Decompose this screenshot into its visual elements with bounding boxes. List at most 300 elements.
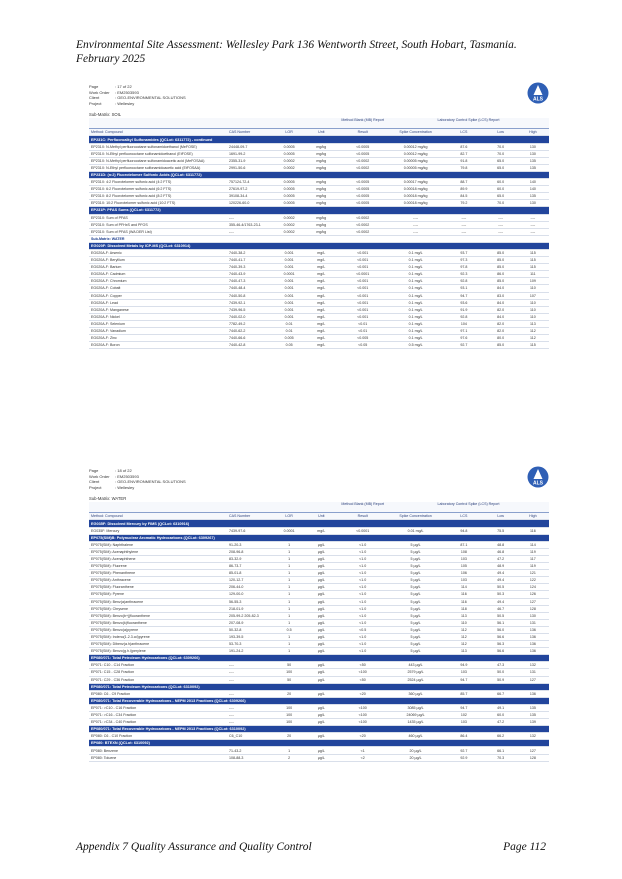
unit-cell: mg/L <box>305 271 337 278</box>
spike-cell: 3085 µg/L <box>388 704 443 711</box>
spike-cell: 360 µg/L <box>388 690 443 697</box>
table-row <box>89 264 549 271</box>
low-cell: ---- <box>485 228 517 235</box>
unit-cell: µg/L <box>305 747 337 754</box>
result-cell: <20 <box>337 733 388 740</box>
cas-cell: ---- <box>227 712 273 719</box>
table-row <box>89 299 549 306</box>
low-header: Low <box>485 513 517 520</box>
high-cell: 136 <box>517 648 549 655</box>
low-cell: 50.0 <box>485 669 517 676</box>
compound-cell: EP071: >C16 - C34 Fraction <box>89 712 227 719</box>
high-cell: 135 <box>517 157 549 164</box>
result-cell: <0.001 <box>337 257 388 264</box>
result-cell: <0.0001 <box>337 271 388 278</box>
unit-cell: µg/L <box>305 619 337 626</box>
high-cell: 139 <box>517 719 549 726</box>
lor-cell: 50 <box>273 662 305 669</box>
compound-cell: EP075(SIM): Pyrene <box>89 591 227 598</box>
cas-cell: 7440-47-3 <box>227 278 273 285</box>
cas-cell: 193-39-5 <box>227 633 273 640</box>
lcs-cell: 113 <box>443 612 484 619</box>
lcs-cell: 94.7 <box>443 292 484 299</box>
result-cell: <0.001 <box>337 249 388 256</box>
table-header-top <box>89 118 549 129</box>
header-date: February 2025 <box>76 53 146 65</box>
report-page-2 <box>89 468 549 762</box>
spike-cell: 0.00012 mg/kg <box>388 150 443 157</box>
compound-cell: EG020A-F: Cobalt <box>89 285 227 292</box>
low-cell: 84.0 <box>485 313 517 320</box>
spike-cell: 20 µg/L <box>388 747 443 754</box>
lcs-cell: 92.7 <box>443 747 484 754</box>
lcs-cell: 97.3 <box>443 257 484 264</box>
qc-section-title: EP080/071: Total Petroleum Hydrocarbons (QCLot: 6310092) <box>89 683 549 690</box>
unit-cell: µg/L <box>305 633 337 640</box>
cas-header: CAS Number <box>227 513 273 520</box>
lor-cell: 0.01 <box>273 320 305 327</box>
compound-cell: EP071: >C34 - C40 Fraction <box>89 719 227 726</box>
result-cell: <100 <box>337 719 388 726</box>
lor-cell: 0.0005 <box>273 143 305 150</box>
lor-cell: 1 <box>273 570 305 577</box>
table-row <box>89 754 549 761</box>
spike-cell: 0.01 mg/L <box>388 527 443 534</box>
lor-cell: 0.001 <box>273 278 305 285</box>
cas-cell: 39108-34-4 <box>227 193 273 200</box>
result-cell: <1.0 <box>337 577 388 584</box>
lor-cell: 0.001 <box>273 264 305 271</box>
table-row <box>89 179 549 186</box>
unit-cell: µg/L <box>305 541 337 548</box>
meta-value: : EM2503593 <box>115 473 139 479</box>
table-row <box>89 719 549 726</box>
lor-cell: 1 <box>273 619 305 626</box>
table-row <box>89 150 549 157</box>
spike-cell: 5 µg/L <box>388 641 443 648</box>
qc-section-title: EG020F: Dissolved Metals by ICP-MS (QCLot: 6310914) <box>89 242 549 249</box>
lor-cell: 0.001 <box>273 285 305 292</box>
meta-value: : 17 of 22 <box>115 84 132 89</box>
lor-cell: 0.0002 <box>273 228 305 235</box>
cas-cell: 7440-50-8 <box>227 292 273 299</box>
compound-cell: EP080: Benzene <box>89 747 227 754</box>
table-row <box>89 598 549 605</box>
cas-cell: 207-08-9 <box>227 619 273 626</box>
low-cell: 66.1 <box>485 747 517 754</box>
result-cell: <0.0005 <box>337 150 388 157</box>
table-row <box>89 221 549 228</box>
table-row <box>89 228 549 235</box>
cas-cell: 218-01-9 <box>227 605 273 612</box>
cas-cell: 7440-62-2 <box>227 328 273 335</box>
lcs-cell: 116 <box>443 591 484 598</box>
lcs-report-header: Laboratory Control Spike (LCS) Report <box>388 502 549 513</box>
result-cell: <1.0 <box>337 641 388 648</box>
unit-cell: µg/L <box>305 555 337 562</box>
cas-cell: ---- <box>227 690 273 697</box>
low-cell: 60.0 <box>485 179 517 186</box>
result-cell: <100 <box>337 669 388 676</box>
table-row <box>89 648 549 655</box>
footer-appendix: Appendix 7 Quality Assurance and Quality Control <box>76 841 312 853</box>
cas-cell: 2991-50-6 <box>227 164 273 171</box>
als-logo <box>527 82 549 108</box>
lcs-cell: 106 <box>443 570 484 577</box>
lcs-cell: 79.2 <box>443 200 484 207</box>
lor-cell: 0.001 <box>273 257 305 264</box>
lcs-header: LCS <box>443 129 484 136</box>
meta-value: : Wellesley <box>115 484 135 490</box>
spike-cell: 5 µg/L <box>388 577 443 584</box>
unit-cell: µg/L <box>305 662 337 669</box>
table-row <box>89 249 549 256</box>
table-row <box>89 591 549 598</box>
high-cell: 126 <box>517 591 549 598</box>
cas-cell: 7440-38-2 <box>227 249 273 256</box>
unit-cell: mg/kg <box>305 157 337 164</box>
spike-cell: 0.00012 mg/kg <box>388 143 443 150</box>
qc-section-title: EP231P: PFAS Sums (QCLot: 6311772) <box>89 207 549 214</box>
low-cell: 65.0 <box>485 164 517 171</box>
compound-cell: EP231X: N-Ethyl perfluorooctane sulfonamidoacetic acid (EtFOSAA) <box>89 164 227 171</box>
result-cell: <1.0 <box>337 598 388 605</box>
table-row <box>89 577 549 584</box>
qc-section-row <box>89 136 549 143</box>
lor-cell: 50 <box>273 676 305 683</box>
lor-cell: 0.0005 <box>273 179 305 186</box>
table-row <box>89 669 549 676</box>
lor-cell: 0.001 <box>273 313 305 320</box>
lcs-cell: 103 <box>443 719 484 726</box>
compound-cell: EP071: >C10 - C16 Fraction <box>89 704 227 711</box>
high-cell: 136 <box>517 626 549 633</box>
high-cell: ---- <box>517 221 549 228</box>
high-cell: 130 <box>517 200 549 207</box>
high-cell: 130 <box>517 612 549 619</box>
lcs-cell: 102 <box>443 712 484 719</box>
high-cell: 113 <box>517 320 549 327</box>
lcs-table <box>89 118 549 349</box>
low-cell: 46.8 <box>485 548 517 555</box>
lcs-cell: 108 <box>443 548 484 555</box>
cas-cell: 208-96-8 <box>227 548 273 555</box>
spike-cell: 0.1 mg/L <box>388 328 443 335</box>
cas-cell: ---- <box>227 719 273 726</box>
spike-header: Spike Concentration <box>388 129 443 136</box>
unit-cell: mg/kg <box>305 164 337 171</box>
lor-cell: 2 <box>273 754 305 761</box>
spike-cell: 5 µg/L <box>388 548 443 555</box>
low-cell: 85.0 <box>485 264 517 271</box>
cas-cell: 85-01-8 <box>227 570 273 577</box>
logo-text: ALS <box>533 480 543 487</box>
lor-cell: 0.0002 <box>273 214 305 221</box>
lcs-cell: 79.8 <box>443 164 484 171</box>
spike-cell: 0.1 mg/L <box>388 264 443 271</box>
result-cell: <1 <box>337 747 388 754</box>
report-meta <box>89 84 549 106</box>
compound-cell: EG020A-F: Beryllium <box>89 257 227 264</box>
low-cell: 70.3 <box>485 754 517 761</box>
spike-cell: 0.1 mg/L <box>388 335 443 342</box>
result-cell: <1.0 <box>337 648 388 655</box>
low-cell: ---- <box>485 214 517 221</box>
unit-cell: µg/L <box>305 577 337 584</box>
spike-cell: 5 µg/L <box>388 591 443 598</box>
result-cell: <1.0 <box>337 612 388 619</box>
result-cell: <0.0002 <box>337 157 388 164</box>
table-row <box>89 214 549 221</box>
high-cell: 130 <box>517 143 549 150</box>
cas-cell: 7782-49-2 <box>227 320 273 327</box>
compound-cell: EP075(SIM): Naphthalene <box>89 541 227 548</box>
qc-section-row <box>89 242 549 249</box>
compound-cell: EP075(SIM): Benzo(b+j)fluoranthene <box>89 612 227 619</box>
high-cell: 135 <box>517 164 549 171</box>
unit-cell: µg/L <box>305 584 337 591</box>
high-cell: 112 <box>517 328 549 335</box>
compound-cell: EG035F: Mercury <box>89 527 227 534</box>
low-cell: 70.0 <box>485 143 517 150</box>
lcs-cell: 104 <box>443 320 484 327</box>
result-cell: <0.001 <box>337 299 388 306</box>
lor-cell: 0.0005 <box>273 200 305 207</box>
unit-cell: mg/L <box>305 264 337 271</box>
spike-cell: 5 µg/L <box>388 555 443 562</box>
spike-cell: 0.1 mg/L <box>388 257 443 264</box>
high-cell: 127 <box>517 598 549 605</box>
unit-cell: mg/L <box>305 292 337 299</box>
qc-section-title: EP080/071: Total Recoverable Hydrocarbons - NEPM 2013 Fractions (QCLot: 6309266) <box>89 697 549 704</box>
lor-cell: 0.5 <box>273 626 305 633</box>
meta-key: Work Order <box>89 473 110 479</box>
lor-cell: 1 <box>273 577 305 584</box>
result-cell: <0.5 <box>337 626 388 633</box>
cas-cell: ---- <box>227 228 273 235</box>
meta-key: Client <box>89 95 100 101</box>
table-row <box>89 570 549 577</box>
low-cell: 47.2 <box>485 719 517 726</box>
cas-cell: 86-73-7 <box>227 563 273 570</box>
result-cell: <0.0005 <box>337 143 388 150</box>
table-row <box>89 306 549 313</box>
lor-cell: 0.0002 <box>273 221 305 228</box>
lcs-cell: 114 <box>443 584 484 591</box>
meta-row <box>89 485 549 491</box>
high-cell: 107 <box>517 292 549 299</box>
lor-cell: 0.005 <box>273 335 305 342</box>
unit-cell: mg/L <box>305 328 337 335</box>
low-cell: 49.1 <box>485 704 517 711</box>
spike-cell: 0.1 mg/L <box>388 292 443 299</box>
lcs-cell: 118 <box>443 605 484 612</box>
qc-section-row <box>89 534 549 541</box>
cas-cell: 91-20-3 <box>227 541 273 548</box>
high-cell: ---- <box>517 214 549 221</box>
lor-cell: 1 <box>273 555 305 562</box>
table-row <box>89 285 549 292</box>
unit-cell: µg/L <box>305 733 337 740</box>
result-cell: <1.0 <box>337 555 388 562</box>
cas-cell: 129-00-0 <box>227 591 273 598</box>
low-cell: 83.0 <box>485 292 517 299</box>
spike-cell: 5 µg/L <box>388 626 443 633</box>
meta-value: : EM2503593 <box>115 89 139 95</box>
compound-cell: EP231X: N-Methyl perfluorooctane sulfonamidoacetic acid (MeFOSAA) <box>89 157 227 164</box>
meta-key: Client <box>89 479 100 485</box>
table-row <box>89 733 549 740</box>
low-cell: 47.2 <box>485 555 517 562</box>
result-cell: <1.0 <box>337 570 388 577</box>
qc-section-title: EP080/071: Total Petroleum Hydrocarbons (QCLot: 6309266) <box>89 655 549 662</box>
low-cell: 82.0 <box>485 306 517 313</box>
high-cell: 131 <box>517 669 549 676</box>
header-title: Environmental Site Assessment: Wellesley Park 136 Wentworth Street, South Hobart, Tasmania. <box>76 39 517 51</box>
unit-cell: µg/L <box>305 591 337 598</box>
table-row <box>89 704 549 711</box>
spike-cell: 460 µg/L <box>388 733 443 740</box>
spike-cell: 5 µg/L <box>388 563 443 570</box>
unit-cell: mg/L <box>305 335 337 342</box>
report-meta <box>89 468 549 490</box>
result-cell: <1.0 <box>337 633 388 640</box>
spike-cell: 0.1 mg/L <box>388 249 443 256</box>
spike-cell: 0.1 mg/L <box>388 271 443 278</box>
qc-section-title: EG035F: Dissolved Mercury by FIMS (QCLot: 6310916) <box>89 520 549 527</box>
sub-matrix-label: Sub-Matrix: SOIL <box>89 112 122 118</box>
lcs-cell: 97.6 <box>443 335 484 342</box>
lcs-cell: 92.3 <box>443 271 484 278</box>
low-cell: 80.0 <box>485 335 517 342</box>
compound-cell: EP231X: Sum of PFHxS and PFOS <box>89 221 227 228</box>
unit-cell: µg/L <box>305 648 337 655</box>
high-cell: 130 <box>517 150 549 157</box>
lcs-cell: 94.8 <box>443 527 484 534</box>
low-cell: 56.0 <box>485 626 517 633</box>
low-cell: 47.3 <box>485 662 517 669</box>
lor-cell: 1 <box>273 541 305 548</box>
compound-cell: EP231X: 4:2 Fluorotelomer sulfonic acid (4:2 FTS) <box>89 179 227 186</box>
lor-cell: 0.001 <box>273 249 305 256</box>
qc-section-row <box>89 726 549 733</box>
low-cell: 70.0 <box>485 150 517 157</box>
method-header: Method: Compound <box>89 513 227 520</box>
result-cell: <0.001 <box>337 285 388 292</box>
high-cell: 111 <box>517 271 549 278</box>
low-cell: 48.8 <box>485 541 517 548</box>
high-cell: 109 <box>517 278 549 285</box>
table-row <box>89 342 549 349</box>
result-cell: <0.0001 <box>337 527 388 534</box>
document-header <box>76 38 596 66</box>
lcs-report-header: Laboratory Control Spike (LCS) Report <box>388 118 549 129</box>
low-cell: 66.7 <box>485 690 517 697</box>
result-cell: <0.001 <box>337 292 388 299</box>
lcs-cell: 87.1 <box>443 541 484 548</box>
cas-cell: 7439-96-5 <box>227 306 273 313</box>
result-cell: <0.0002 <box>337 164 388 171</box>
lcs-table <box>89 502 549 761</box>
unit-cell: mg/L <box>305 299 337 306</box>
compound-cell: EP071: C10 - C14 Fraction <box>89 662 227 669</box>
spike-cell: 0.1 mg/L <box>388 320 443 327</box>
cas-cell: 7440-48-4 <box>227 285 273 292</box>
high-cell: 127 <box>517 676 549 683</box>
qc-section-title: EP080: BTEXN (QCLot: 6310092) <box>89 740 549 747</box>
spike-cell: 1435 µg/L <box>388 719 443 726</box>
cas-cell: ---- <box>227 676 273 683</box>
compound-cell: EG020A-F: Vanadium <box>89 328 227 335</box>
lcs-cell: 91.9 <box>443 306 484 313</box>
sub-matrix-row <box>89 235 549 242</box>
result-cell: <0.0002 <box>337 221 388 228</box>
cas-cell: 7440-39-3 <box>227 264 273 271</box>
high-cell: 110 <box>517 313 549 320</box>
low-cell: 84.0 <box>485 299 517 306</box>
compound-cell: EG020A-F: Boron <box>89 342 227 349</box>
result-cell: <1.0 <box>337 591 388 598</box>
lcs-header: LCS <box>443 513 484 520</box>
lcs-cell: 112 <box>443 633 484 640</box>
high-cell: 140 <box>517 186 549 193</box>
compound-cell: EG020A-F: Chromium <box>89 278 227 285</box>
cas-cell: 205-99-2 205-82-3 <box>227 612 273 619</box>
result-cell: <0.0002 <box>337 228 388 235</box>
table-row <box>89 257 549 264</box>
high-cell: 119 <box>517 548 549 555</box>
lcs-cell: 105 <box>443 563 484 570</box>
spike-cell: 443 µg/L <box>388 662 443 669</box>
spike-cell: ---- <box>388 221 443 228</box>
qc-section-row <box>89 740 549 747</box>
compound-cell: EP075(SIM): Fluorene <box>89 563 227 570</box>
spike-cell: 0.00005 mg/kg <box>388 164 443 171</box>
spike-cell: 5 µg/L <box>388 605 443 612</box>
lor-cell: 100 <box>273 712 305 719</box>
spike-cell: 0.1 mg/L <box>388 306 443 313</box>
qc-section-title: EP231D: (n:2) Fluorotelomer Sulfonic Acids (QCLot: 6311772) <box>89 171 549 178</box>
unit-cell: µg/L <box>305 612 337 619</box>
compound-cell: EP231X: Sum of PFAS (WA DER List) <box>89 228 227 235</box>
compound-cell: EP075(SIM): Anthracene <box>89 577 227 584</box>
cas-cell: 2355-31-9 <box>227 157 273 164</box>
result-cell: <100 <box>337 704 388 711</box>
result-cell: <0.05 <box>337 342 388 349</box>
cas-cell: 206-44-0 <box>227 584 273 591</box>
method-header: Method: Compound <box>89 129 227 136</box>
low-cell: 75.5 <box>485 527 517 534</box>
lcs-cell: 103 <box>443 669 484 676</box>
high-cell: ---- <box>517 228 549 235</box>
meta-value: : 18 of 22 <box>115 468 132 473</box>
low-cell: ---- <box>485 221 517 228</box>
high-header: High <box>517 129 549 136</box>
lor-cell: 0.001 <box>273 292 305 299</box>
spike-cell: 5 µg/L <box>388 570 443 577</box>
compound-cell: EP080: C6 - C9 Fraction <box>89 690 227 697</box>
compound-cell: EG020A-F: Barium <box>89 264 227 271</box>
table-row <box>89 292 549 299</box>
high-cell: 136 <box>517 633 549 640</box>
low-cell: 56.3 <box>485 641 517 648</box>
qc-section-title: EP231C: Perfluoroalkyl Sulfonamides (QCLot: 6311772) - continued <box>89 136 549 143</box>
compound-cell: EP231X: Sum of PFAS <box>89 214 227 221</box>
unit-cell: mg/kg <box>305 193 337 200</box>
unit-cell: mg/L <box>305 278 337 285</box>
unit-cell: mg/kg <box>305 214 337 221</box>
result-cell: <0.001 <box>337 264 388 271</box>
